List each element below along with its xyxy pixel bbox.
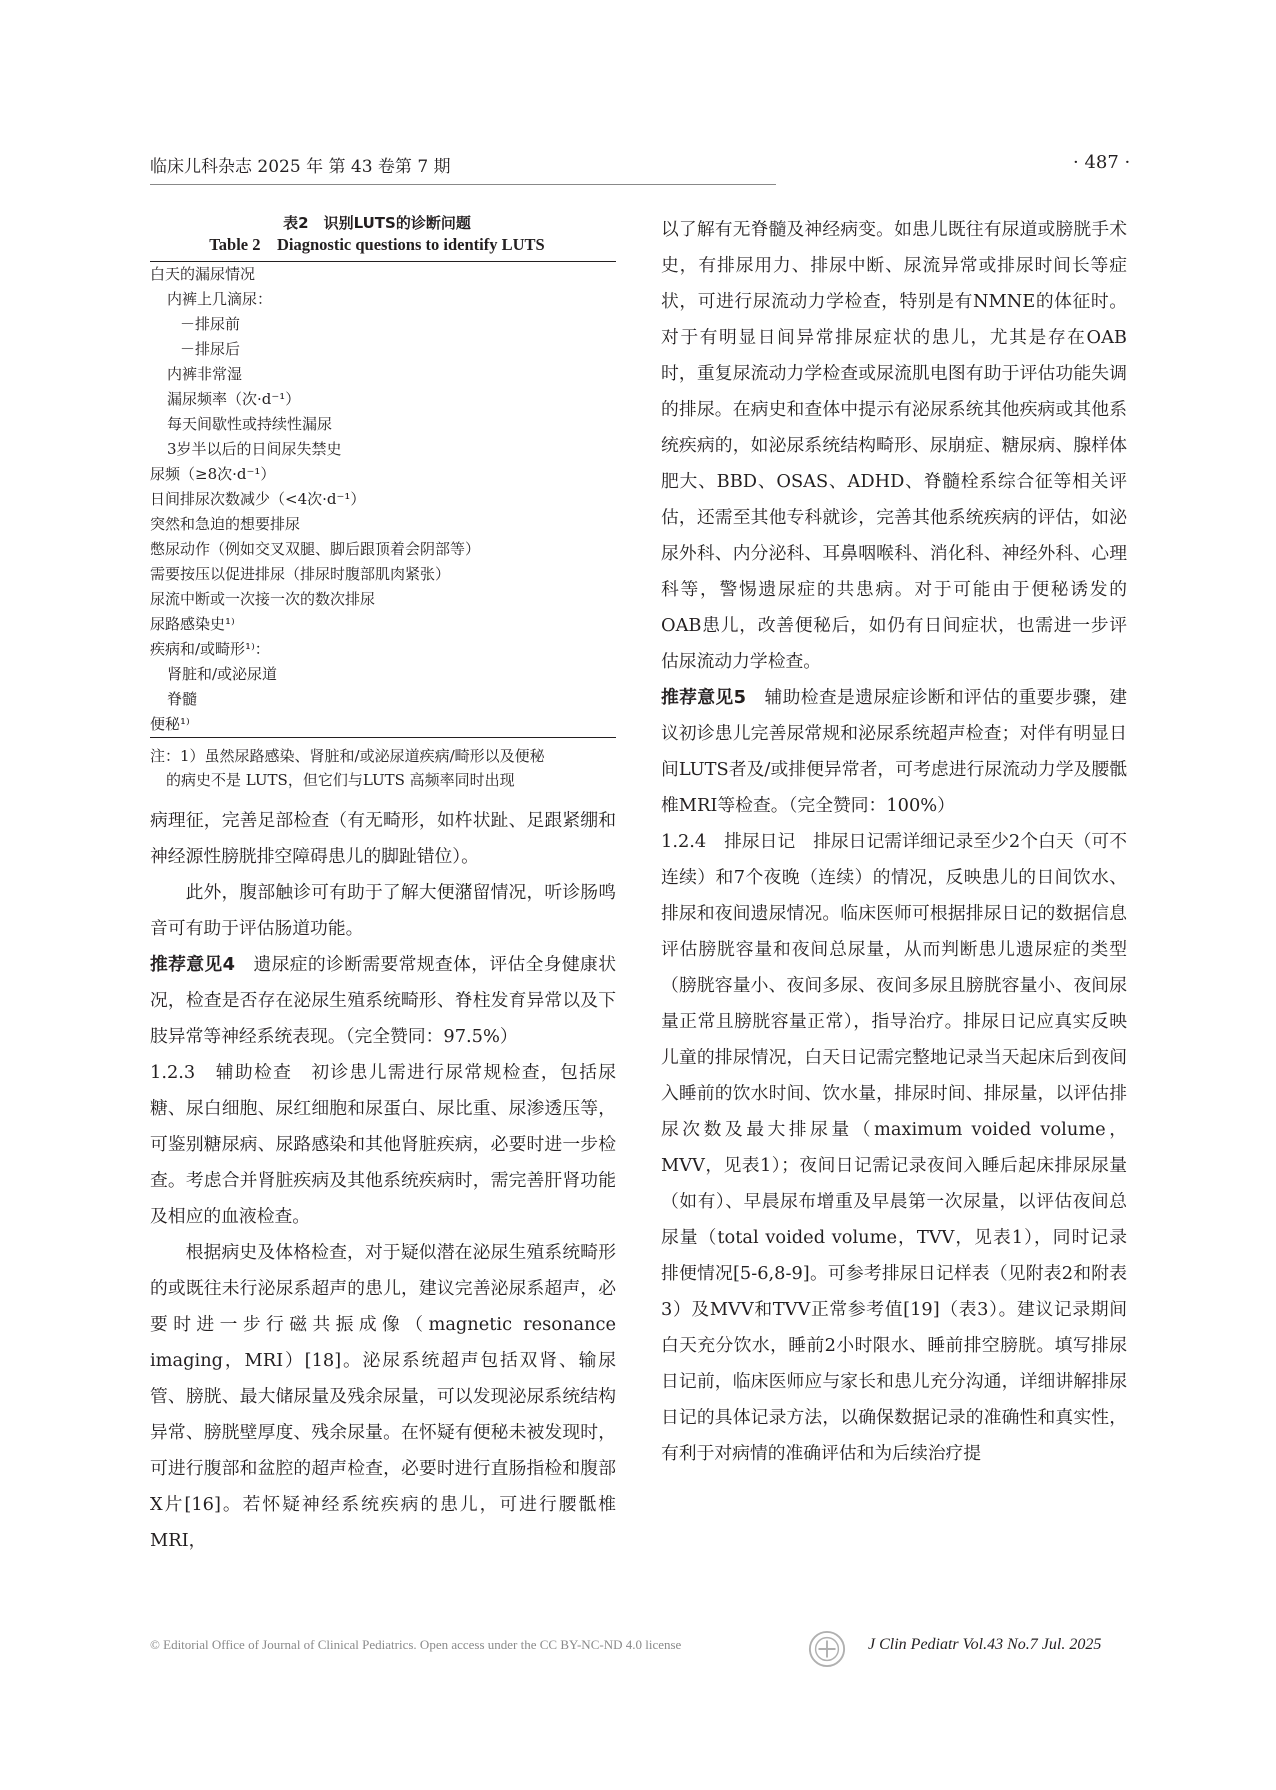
recommendation-4 bbox=[150, 947, 616, 1055]
body-paragraph: 此外，腹部触诊可有助于了解大便潴留情况，听诊肠鸣音可有助于评估肠道功能。 bbox=[150, 882, 616, 939]
recommendation-label: 推荐意见5 bbox=[661, 687, 746, 708]
table-caption-cn: 表2 识别LUTS的诊断问题 bbox=[283, 214, 471, 232]
section-1-2-3: 1.2.3 辅助检查 初诊患儿需进行尿常规检查，包括尿糖、尿白细胞、尿红细胞和尿蛋白、尿比重、尿渗透压等，可鉴别糖尿病、尿路感染和其他肾脏疾病，必要时进一步检查。考虑合并肾脏疾病及其他系统疾病时，需完善肝肾功能及相应的血液检查。 bbox=[150, 1062, 616, 1227]
recommendation-label: 推荐意见4 bbox=[150, 954, 235, 975]
left-column bbox=[150, 212, 616, 1559]
table-row: 尿频（≥8次·d⁻¹） bbox=[150, 465, 276, 483]
table-row: 便秘¹⁾ bbox=[150, 715, 190, 733]
table-row: 漏尿频率（次·d⁻¹） bbox=[167, 390, 301, 408]
license-footer: © Editorial Office of Journal of Clinical Pediatrics. Open access under the CC BY-NC-ND 4.0 license bbox=[150, 1637, 682, 1652]
table-row: 内裤上几滴尿： bbox=[167, 290, 273, 308]
table-row: 疾病和/或畸形¹⁾： bbox=[150, 640, 270, 658]
page-number: · 487 · bbox=[1073, 152, 1131, 173]
diagnostic-questions-table bbox=[150, 261, 616, 738]
table-row: 憋尿动作（例如交叉双腿、脚后跟顶着会阴部等） bbox=[150, 540, 481, 558]
recommendation-text: 辅助检查是遗尿症诊断和评估的重要步骤，建议初诊患儿完善尿常规和泌尿系统超声检查；对伴有明显日间LUTS者及/或排便异常者，可考虑进行尿流动力学及腰骶椎MRI等检查。（完全赞同：100%） bbox=[661, 687, 1127, 816]
table-row: 肾脏和/或泌尿道 bbox=[167, 665, 278, 683]
table-row: 需要按压以促进排尿（排尿时腹部肌肉紧张） bbox=[150, 565, 451, 583]
table-row: 尿流中断或一次接一次的数次排尿 bbox=[150, 590, 376, 608]
table-note-line: 的病史不是 LUTS，但它们与LUTS 高频率同时出现 bbox=[166, 771, 515, 789]
table-row: 白天的漏尿情况 bbox=[150, 265, 256, 283]
table-row: 内裤非常湿 bbox=[167, 365, 243, 383]
header-rule bbox=[150, 184, 776, 185]
table-row: 尿路感染史¹⁾ bbox=[150, 615, 235, 633]
table-row: 日间排尿次数减少（<4次·d⁻¹） bbox=[150, 490, 366, 508]
table-row: 脊髓 bbox=[167, 690, 198, 708]
body-paragraph: 病理征，完善足部检查（有无畸形，如杵状趾、足跟紧绷和神经源性膀胱排空障碍患儿的脚趾错位）。 bbox=[150, 810, 616, 867]
table-row: 突然和急迫的想要排尿 bbox=[150, 515, 301, 533]
body-paragraph: 以了解有无脊髓及神经病变。如患儿既往有尿道或膀胱手术史，有排尿用力、排尿中断、尿流异常或排尿时间长等症状，可进行尿流动力学检查，特别是有NMNE的体征时。对于有明显日间异常排尿症状的患儿，尤其是存在OAB时，重复尿流动力学检查或尿流肌电图有助于评估功能失调的排尿。在病史和查体中提示有泌尿系统其他疾病或其他系统疾病的，如泌尿系统结构畸形、尿崩症、糖尿病、腺样体肥大、BBD、OSAS、ADHD、脊髓栓系综合征等相关评估，还需至其他专科就诊，完善其他系统疾病的评估，如泌尿外科、内分泌科、耳鼻咽喉科、消化科、神经外科、心理科等，警惕遗尿症的共患病。对于可能由于便秘诱发的OAB患儿，改善便秘后，如仍有日间症状，也需进一步评估尿流动力学检查。 bbox=[661, 219, 1127, 672]
body-paragraph: 根据病史及体格检查，对于疑似潜在泌尿生殖系统畸形的或既往未行泌尿系超声的患儿，建议完善泌尿系超声，必要时进一步行磁共振成像（magnetic resonance imaging，MRI）[18]。泌尿系统超声包括双肾、输尿管、膀胱、最大储尿量及残余尿量，可以发现泌尿系统结构异常、膀胱壁厚度、残余尿量。在怀疑有便秘未被发现时，可进行腹部和盆腔的超声检查，必要时进行直肠指检和腹部X片[16]。若怀疑神经系统疾病的患儿，可进行腰骶椎MRI， bbox=[150, 1242, 616, 1551]
journal-seal-icon bbox=[808, 1630, 846, 1668]
right-column bbox=[661, 212, 1127, 1472]
table-caption-en: Table 2 Diagnostic questions to identify LUTS bbox=[209, 235, 545, 254]
table-row: 3岁半以后的日间尿失禁史 bbox=[167, 440, 342, 458]
table-row: －排尿前 bbox=[180, 315, 241, 333]
journal-citation: J Clin Pediatr Vol.43 No.7 Jul. 2025 bbox=[868, 1636, 1102, 1653]
recommendation-text: 遗尿症的诊断需要常规查体，评估全身健康状况，检查是否存在泌尿生殖系统畸形、脊柱发育异常以及下肢异常等神经系统表现。（完全赞同：97.5%） bbox=[150, 954, 616, 1047]
running-header: 临床儿科杂志 2025 年 第 43 卷第 7 期 bbox=[150, 157, 451, 177]
table-note-line: 注：1）虽然尿路感染、肾脏和/或泌尿道疾病/畸形以及便秘 bbox=[150, 747, 545, 765]
section-1-2-4: 1.2.4 排尿日记 排尿日记需详细记录至少2个白天（可不连续）和7个夜晚（连续）的情况，反映患儿的日间饮水、排尿和夜间遗尿情况。临床医师可根据排尿日记的数据信息评估膀胱容量和夜间总尿量，从而判断患儿遗尿症的类型（膀胱容量小、夜间多尿、夜间多尿且膀胱容量小、夜间尿量正常且膀胱容量正常），指导治疗。排尿日记应真实反映儿童的排尿情况，白天日记需完整地记录当天起床后到夜间入睡前的饮水时间、饮水量，排尿时间、排尿量，以评估排尿次数及最大排尿量（maximum voided volume，MVV，见表1）；夜间日记需记录夜间入睡后起床排尿尿量（如有）、早晨尿布增重及早晨第一次尿量，以评估夜间总尿量（total voided volume，TVV，见表1），同时记录排便情况[5-6,8-9]。可参考排尿日记样表（见附表2和附表3）及MVV和TVV正常参考值[19]（表3）。建议记录期间白天充分饮水，睡前2小时限水、睡前排空膀胱。填写排尿日记前，临床医师应与家长和患儿充分沟通，详细讲解排尿日记的具体记录方法，以确保数据记录的准确性和真实性，有利于对病情的准确评估和为后续治疗提 bbox=[661, 831, 1127, 1464]
table-row: 每天间歇性或持续性漏尿 bbox=[167, 415, 333, 433]
table-row: －排尿后 bbox=[180, 340, 241, 358]
recommendation-5 bbox=[661, 680, 1127, 824]
table-note bbox=[150, 744, 616, 792]
